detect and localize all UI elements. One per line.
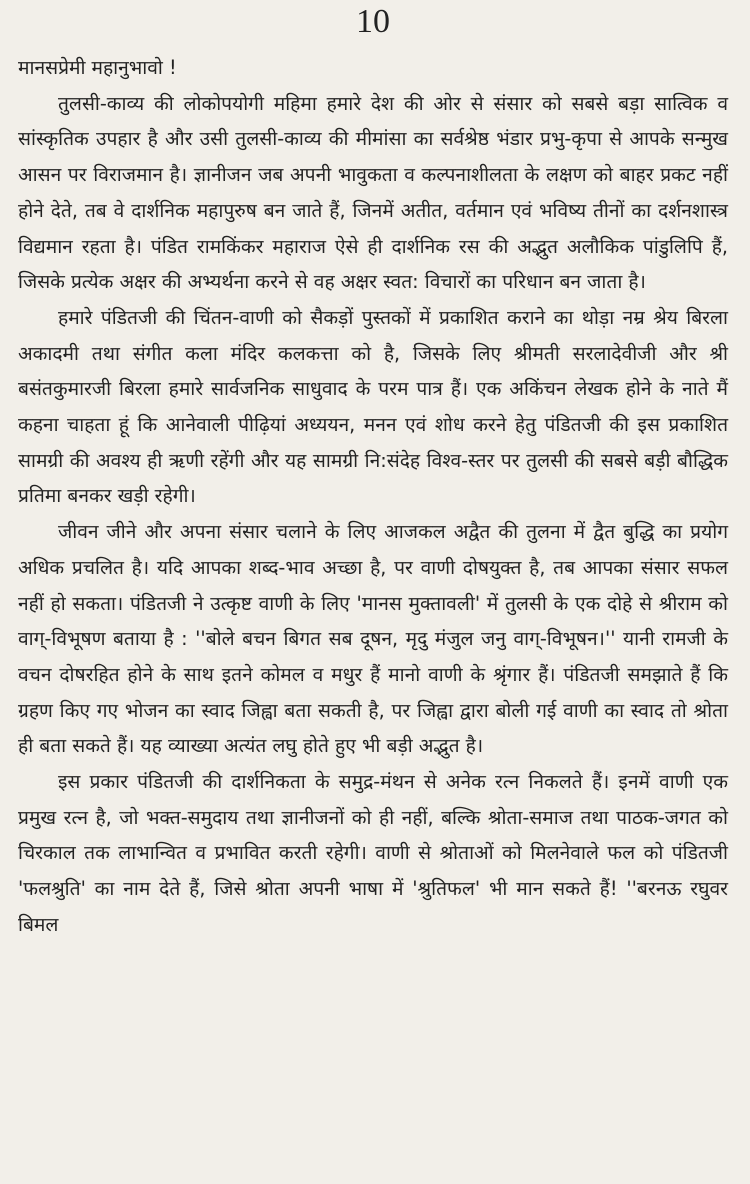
paragraph-4: इस प्रकार पंडितजी की दार्शनिकता के समुद्र-मंथन से अनेक रत्न निकलते हैं। इनमें वाणी एक प्रमुख रत्न है, जो भक्त-समुदाय तथा ज्ञानीजनों को ही नहीं, बल्कि श्रोता-समाज तथा पाठक-जगत को चिरकाल तक लाभान्वित व प्रभावित करती रहेगी। वाणी से श्रोताओं को मिलनेवाले फल को पंडितजी 'फलश्रुति' का नाम देते हैं, जिसे श्रोता अपनी भाषा में 'श्रुतिफल' भी मान सकते हैं! ''बरनऊ रघुवर बिमल [18,770,728,936]
paragraph-3: जीवन जीने और अपना संसार चलाने के लिए आजकल अद्वैत की तुलना में द्वैत बुद्धि का प्रयोग अधिक प्रचलित है। यदि आपका शब्द-भाव अच्छा है, पर वाणी दोषयुक्त है, तब आपका संसार सफल नहीं हो सकता। पंडितजी ने उत्कृष्ट वाणी के लिए 'मानस मुक्तावली' में तुलसी के एक दोहे से श्रीराम को वाग्-विभूषण बताया है : ''बोले बचन बिगत सब दूषन, मृदु मंजुल जनु वाग्-विभूषन।'' यानी रामजी के वचन दोषरहित होने के साथ इतने कोमल व मधुर हैं मानो वाणी के श्रृंगार हैं। पंडितजी समझाते हैं कि ग्रहण किए गए भोजन का स्वाद जिह्वा बता सकती है, पर जिह्वा द्वारा बोली गई वाणी का स्वाद तो श्रोता ही बता सकते हैं। यह व्याख्या अत्यंत लघु होते हुए भी बड़ी अद्भुत है। [18,520,728,758]
paragraph-2: हमारे पंडितजी की चिंतन-वाणी को सैकड़ों पुस्तकों में प्रकाशित कराने का थोड़ा नम्र श्रेय बिरला अकादमी तथा संगीत कला मंदिर कलकत्ता को है, जिसके लिए श्रीमती सरलादेवीजी और श्री बसंतकुमारजी बिरला हमारे सार्वजनिक साधुवाद के परम पात्र हैं। एक अकिंचन लेखक होने के नाते मैं कहना चाहता हूं कि आनेवाली पीढ़ियां अध्ययन, मनन एवं शोध करने हेतु पंडितजी की इस प्रकाशित सामग्री की अवश्य ही ऋणी रहेंगी और यह सामग्री नि:संदेह विश्व-स्तर पर तुलसी की सबसे बड़ी बौद्धिक प्रतिमा बनकर खड़ी रहेगी। [18,305,728,508]
paragraph-1: तुलसी-काव्य की लोकोपयोगी महिमा हमारे देश की ओर से संसार को सबसे बड़ा सात्विक व सांस्कृतिक उपहार है और उसी तुलसी-काव्य की मीमांसा का सर्वश्रेष्ठ भंडार प्रभु-कृपा से आपके सन्मुख आसन पर विराजमान है। ज्ञानीजन जब अपनी भावुकता व कल्पनाशीलता के लक्षण को बाहर प्रकट नहीं होने देते, तब वे दार्शनिक महापुरुष बन जाते हैं, जिनमें अतीत, वर्तमान एवं भविष्य तीनों का दर्शनशास्त्र विद्यमान रहता है। पंडित रामकिंकर महाराज ऐसे ही दार्शनिक रस की अद्भुत अलौकिक पांडुलिपि हैं, जिसके प्रत्येक अक्षर की अभ्यर्थना करने से वह अक्षर स्वत: विचारों का परिधान बन जाता है। [18,91,728,294]
page-body [18,50,728,943]
salutation: मानसप्रेमी महानुभावो ! [18,56,177,79]
page-number: 10 [356,3,390,40]
